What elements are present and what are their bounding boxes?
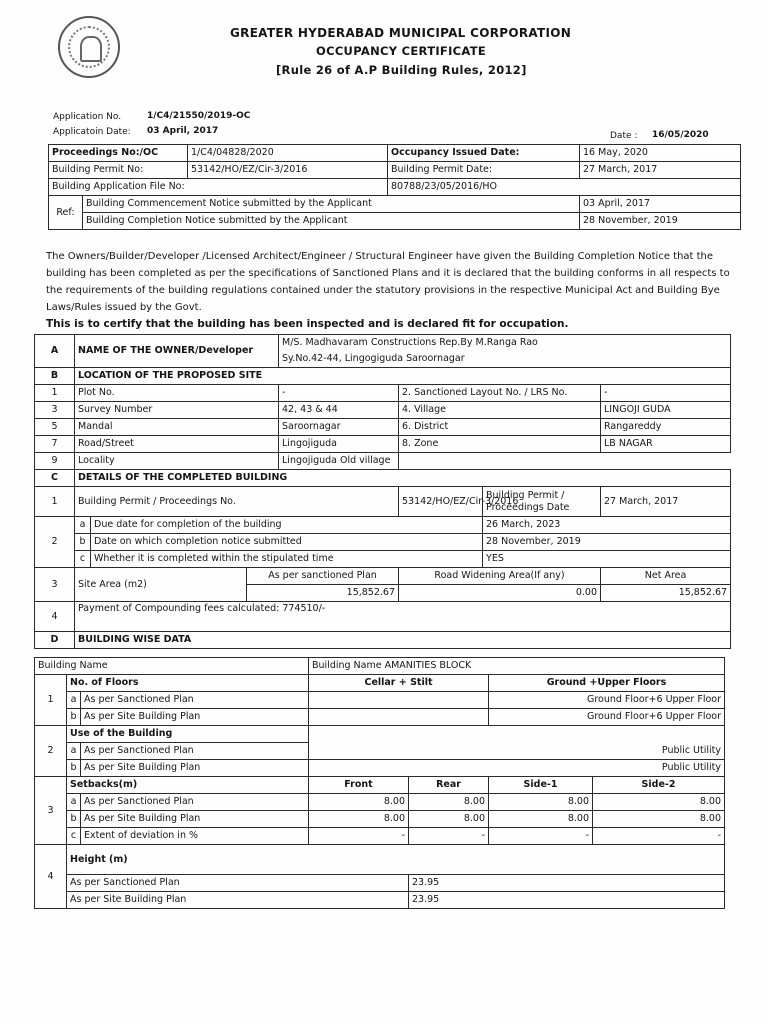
section-c-letter: C xyxy=(35,470,75,487)
height-row-number: 4 xyxy=(35,845,67,909)
site-row-number: 9 xyxy=(35,453,75,470)
completion-item-label: Date on which completion notice submitted xyxy=(91,534,483,551)
floors-sanctioned-label: As per Sanctioned Plan xyxy=(81,692,309,709)
site-row-number: 5 xyxy=(35,419,75,436)
site-row-value: Lingojiguda xyxy=(279,436,399,453)
permit-row-value: 53142/HO/EZ/Cir-3/2016 xyxy=(399,487,483,517)
section-a-letter: A xyxy=(35,335,75,368)
permit-date-value-c: 27 March, 2017 xyxy=(601,487,731,517)
owner-label: NAME OF THE OWNER/Developer xyxy=(75,335,279,368)
setbacks-header-side2: Side-2 xyxy=(593,777,725,794)
site-area-header-sanctioned: As per sanctioned Plan xyxy=(247,568,399,585)
completion-row-number: 2 xyxy=(35,517,75,568)
ref-completion-date: 28 November, 2019 xyxy=(580,213,741,230)
setback-rear-value: - xyxy=(409,828,489,845)
floors-header-cellar: Cellar + Stilt xyxy=(309,675,489,692)
site-area-row-number: 3 xyxy=(35,568,75,602)
completion-item-label: Whether it is completed within the stipulated time xyxy=(91,551,483,568)
item-key: b xyxy=(67,811,81,828)
declaration-paragraph: The Owners/Builder/Developer /Licensed Architect/Engineer / Structural Engineer have given the Building Completion Notice that the building has been completed as per the specifications of Sanctioned Plans and it is declared that the building conforms in all respects to the requirements of the building regulations contained under the statutory provisions in the respective Municipal Act and Building Bye Laws/Rules issued by the Govt. xyxy=(46,251,730,313)
setbacks-header-rear: Rear xyxy=(409,777,489,794)
occupancy-date-value: 16 May, 2020 xyxy=(580,145,741,162)
permit-row-number: 1 xyxy=(35,487,75,517)
setback-front-value: 8.00 xyxy=(309,794,409,811)
item-key: b xyxy=(67,760,81,777)
site-row-number: 1 xyxy=(35,385,75,402)
site-row-label: Locality xyxy=(75,453,279,470)
site-row-value-2: LB NAGAR xyxy=(601,436,731,453)
site-row-value: Saroornagar xyxy=(279,419,399,436)
site-row-empty xyxy=(399,453,731,470)
item-key: a xyxy=(67,794,81,811)
site-row-label: Road/Street xyxy=(75,436,279,453)
site-row-value-2: LINGOJI GUDA xyxy=(601,402,731,419)
permit-no-label: Building Permit No: xyxy=(49,162,188,179)
use-row-number: 2 xyxy=(35,726,67,777)
ref-commencement-text: Building Commencement Notice submitted by the Applicant xyxy=(83,196,580,213)
height-sanctioned-value: 23.95 xyxy=(409,875,725,892)
completion-item-value: YES xyxy=(483,551,731,568)
site-row-value: Lingojiguda Old village xyxy=(279,453,399,470)
height-title: Height (m) xyxy=(67,845,725,875)
use-sanctioned-value: Public Utility xyxy=(309,743,725,760)
site-area-header-net: Net Area xyxy=(601,568,731,585)
setback-rear-value: 8.00 xyxy=(409,794,489,811)
site-row-number: 7 xyxy=(35,436,75,453)
setback-side2-value: 8.00 xyxy=(593,794,725,811)
setback-front-value: - xyxy=(309,828,409,845)
setbacks-row-label: Extent of deviation in % xyxy=(81,828,309,845)
height-sanctioned-label: As per Sanctioned Plan xyxy=(67,875,409,892)
ref-completion-text: Building Completion Notice submitted by the Applicant xyxy=(83,213,580,230)
site-row-label-2: 2. Sanctioned Layout No. / LRS No. xyxy=(399,385,601,402)
fees-row-number: 4 xyxy=(35,602,75,632)
completion-item-key: c xyxy=(75,551,91,568)
certificate-main-table xyxy=(34,334,731,649)
occupancy-date-label: Occupancy Issued Date: xyxy=(388,145,580,162)
application-date-label: Applicatoin Date: xyxy=(53,127,131,137)
certificate-title: OCCUPANCY CERTIFICATE xyxy=(316,44,487,58)
setback-front-value: 8.00 xyxy=(309,811,409,828)
document-date-value: 16/05/2020 xyxy=(652,130,709,140)
file-no-label: Building Application File No: xyxy=(49,179,388,196)
building-name-value: Building Name AMANITIES BLOCK xyxy=(309,658,725,675)
section-c-title: DETAILS OF THE COMPLETED BUILDING xyxy=(75,470,731,487)
compounding-fees: Payment of Compounding fees calculated: 774510/- xyxy=(75,602,731,632)
file-no-value: 80788/23/05/2016/HO xyxy=(388,179,741,196)
application-no-value: 1/C4/21550/2019-OC xyxy=(147,111,251,121)
item-key: a xyxy=(67,743,81,760)
application-no-label: Application No. xyxy=(53,112,122,122)
floors-sanctioned-value: Ground Floor+6 Upper Floor xyxy=(489,692,725,709)
completion-item-label: Due date for completion of the building xyxy=(91,517,483,534)
section-d-title: BUILDING WISE DATA xyxy=(75,632,731,649)
site-row-value-2: Rangareddy xyxy=(601,419,731,436)
owner-name: M/S. Madhavaram Constructions Rep.By M.Ranga Rao xyxy=(279,335,731,352)
document-date-label: Date : xyxy=(610,131,638,141)
completion-item-key: a xyxy=(75,517,91,534)
site-row-value-2: - xyxy=(601,385,731,402)
floors-site-label: As per Site Building Plan xyxy=(81,709,309,726)
height-site-label: As per Site Building Plan xyxy=(67,892,409,909)
permit-date-value: 27 March, 2017 xyxy=(580,162,741,179)
permit-date-label-c: Building Permit / Proceedings Date xyxy=(483,487,601,517)
ref-commencement-date: 03 April, 2017 xyxy=(580,196,741,213)
corporation-title: GREATER HYDERABAD MUNICIPAL CORPORATION xyxy=(230,26,572,40)
section-d-letter: D xyxy=(35,632,75,649)
building-name-label: Building Name xyxy=(35,658,309,675)
setbacks-row-label: As per Site Building Plan xyxy=(81,811,309,828)
ref-label: Ref: xyxy=(49,196,83,230)
setbacks-header-front: Front xyxy=(309,777,409,794)
use-site-label: As per Site Building Plan xyxy=(81,760,309,777)
completion-item-value: 26 March, 2023 xyxy=(483,517,731,534)
proceedings-no-value: 1/C4/04828/2020 xyxy=(188,145,388,162)
site-area-road-value: 0.00 xyxy=(399,585,601,602)
setback-side2-value: 8.00 xyxy=(593,811,725,828)
setbacks-title: Setbacks(m) xyxy=(67,777,309,794)
site-row-label-2: 8. Zone xyxy=(399,436,601,453)
item-key: c xyxy=(67,828,81,845)
corporation-seal-icon xyxy=(58,16,120,78)
section-b-letter: B xyxy=(35,368,75,385)
setback-side2-value: - xyxy=(593,828,725,845)
use-sanctioned-label: As per Sanctioned Plan xyxy=(81,743,309,760)
permit-row-label: Building Permit / Proceedings No. xyxy=(75,487,399,517)
item-key: b xyxy=(67,709,81,726)
site-row-value: - xyxy=(279,385,399,402)
site-area-net-value: 15,852.67 xyxy=(601,585,731,602)
proceedings-table xyxy=(48,144,741,230)
floors-row-number: 1 xyxy=(35,675,67,726)
floors-title: No. of Floors xyxy=(67,675,309,692)
setback-side1-value: - xyxy=(489,828,593,845)
site-row-number: 3 xyxy=(35,402,75,419)
item-key: a xyxy=(67,692,81,709)
section-b-title: LOCATION OF THE PROPOSED SITE xyxy=(75,368,731,385)
setback-side1-value: 8.00 xyxy=(489,794,593,811)
setbacks-header-side1: Side-1 xyxy=(489,777,593,794)
site-row-label-2: 4. Village xyxy=(399,402,601,419)
application-date-value: 03 April, 2017 xyxy=(147,126,219,136)
floors-header-upper: Ground +Upper Floors xyxy=(489,675,725,692)
certify-statement: This is to certify that the building has been inspected and is declared fit for occupation. xyxy=(46,318,569,330)
site-row-label-2: 6. District xyxy=(399,419,601,436)
site-row-label: Survey Number xyxy=(75,402,279,419)
completion-item-key: b xyxy=(75,534,91,551)
setbacks-row-number: 3 xyxy=(35,777,67,845)
completion-item-value: 28 November, 2019 xyxy=(483,534,731,551)
proceedings-no-label: Proceedings No:/OC xyxy=(49,145,188,162)
building-wise-table xyxy=(34,657,725,909)
rule-reference: [Rule 26 of A.P Building Rules, 2012] xyxy=(276,63,527,77)
permit-no-value: 53142/HO/EZ/Cir-3/2016 xyxy=(188,162,388,179)
site-row-label: Mandal xyxy=(75,419,279,436)
floors-site-value: Ground Floor+6 Upper Floor xyxy=(489,709,725,726)
site-area-header-road: Road Widening Area(If any) xyxy=(399,568,601,585)
site-area-label: Site Area (m2) xyxy=(75,568,247,602)
permit-date-label: Building Permit Date: xyxy=(388,162,580,179)
setback-side1-value: 8.00 xyxy=(489,811,593,828)
use-title: Use of the Building xyxy=(67,726,309,743)
site-row-value: 42, 43 & 44 xyxy=(279,402,399,419)
use-site-value: Public Utility xyxy=(309,760,725,777)
owner-address: Sy.No.42-44, Lingogiguda Saroornagar xyxy=(279,351,731,368)
site-row-label: Plot No. xyxy=(75,385,279,402)
setback-rear-value: 8.00 xyxy=(409,811,489,828)
site-area-sanctioned-value: 15,852.67 xyxy=(247,585,399,602)
setbacks-row-label: As per Sanctioned Plan xyxy=(81,794,309,811)
height-site-value: 23.95 xyxy=(409,892,725,909)
